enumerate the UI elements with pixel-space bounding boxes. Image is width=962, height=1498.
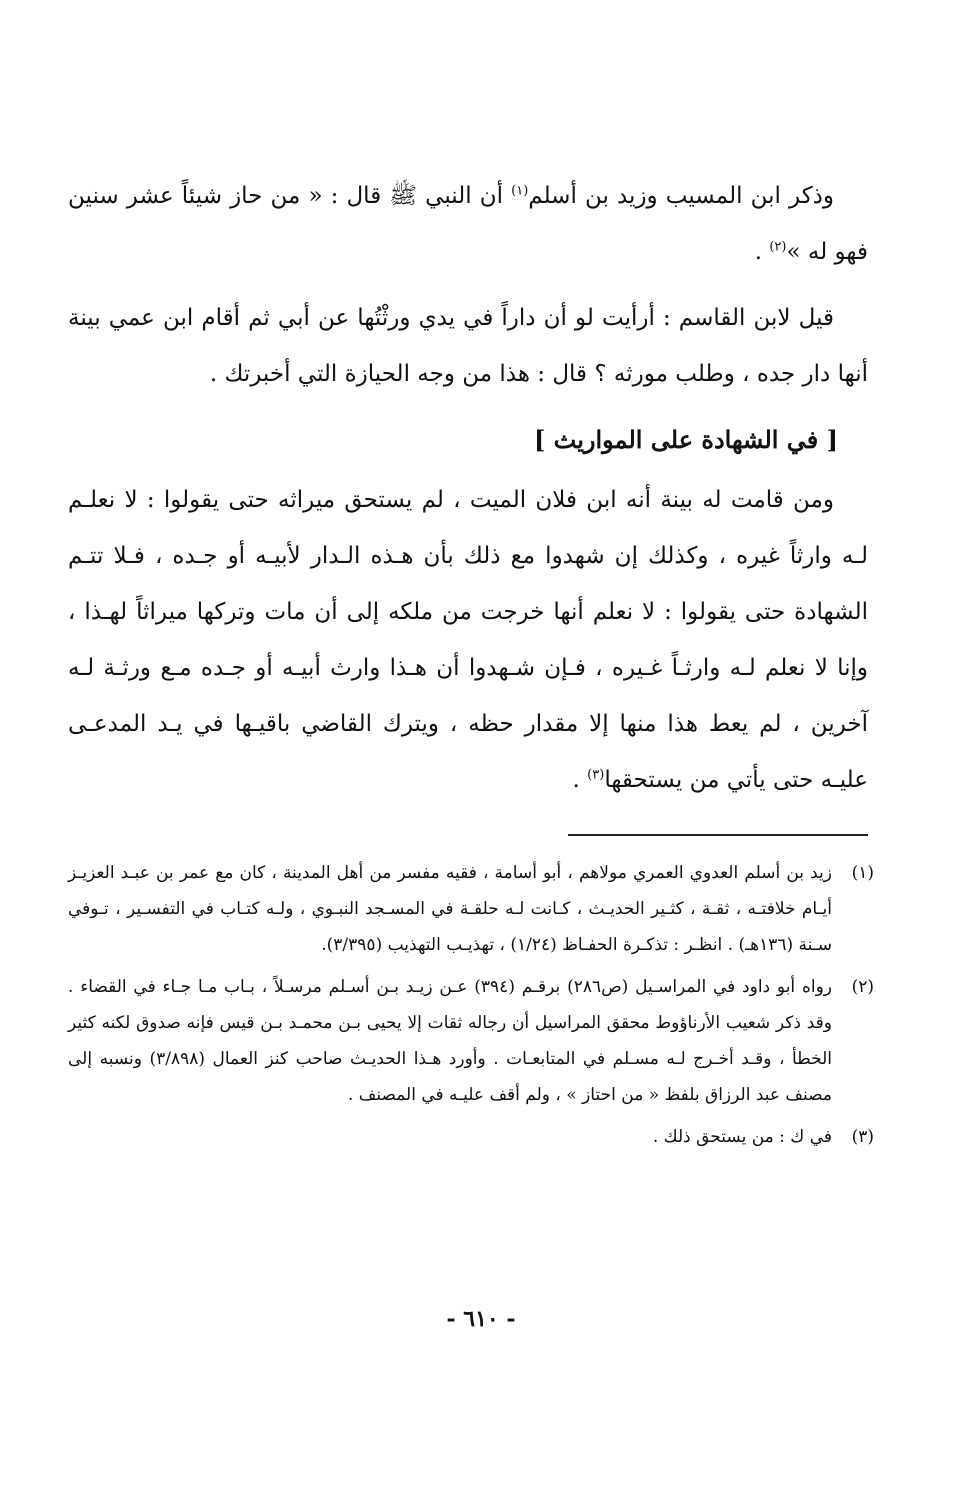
paragraph-1-text-cont: أن النبي ﷺ قال : « من حاز شيئاً عشر سنين فهو له » — [68, 183, 868, 265]
paragraph-2: قيل لابن القاسم : أرأيت لو أن داراً في يدي ورثْتُها عن أبي ثم أقام ابن عمي بينة أنها دار جده ، وطلب مورثه ؟ قال : هذا من وجه الحيازة التي أخبرتك . — [68, 305, 868, 387]
paragraph-3-end: . — [572, 767, 588, 793]
section-heading: [ في الشهادة على المواريث ] — [533, 425, 838, 454]
footnote-ref-3: (٣) — [587, 767, 605, 783]
paragraph-1 — [68, 168, 868, 280]
paragraph-3 — [68, 472, 868, 808]
footnote-1 — [68, 855, 874, 963]
paragraph-1-end: . — [754, 239, 770, 265]
footnote-text: رواه أبو داود في المراسـيل (ص٢٨٦) برقـم (٣٩٤) عـن زيـد بـن أسـلم مرسـلاً ، بـاب مـا جـاء في القضاء . وقد ذكر شعيب الأرناؤوط محقق المراسيل أن رجاله ثقات إلا يحيى بـن محمـد بـن قيس فإنه صدوق لكنه كثير الخطأ ، وقـد أخـرج لـه مسـلم في المتابعـات . وأورد هـذا الحديـث صاحب كنز العمال (٣/٨٩٨) ونسبه إلى مصنف عبد الرزاق بلفظ « من احتاز » ، ولم أقف عليـه في المصنف . — [68, 977, 833, 1105]
footnote-text: زيد بن أسلم العدوي العمري مولاهم ، أبو أسامة ، فقيه مفسر من أهل المدينة ، كان مع عمر بن عبـد العزيـز أيـام خلافتـه ، ثقـة ، كثـير الحديـث ، كـانت لـه حلقـة في المسـجد النبـوي ، ولـه كتـاب في التفسـير ، تـوفي سـنة (١٣٦هـ) . انظـر : تذكـرة الحفـاظ (١/٢٤) ، تهذيـب التهذيب (٣/٣٩٥). — [68, 863, 832, 955]
footnote-3 — [68, 1119, 874, 1155]
paragraph-3-text: ومن قامت له بينة أنه ابن فلان الميت ، لم يستحق ميراثه حتى يقولوا : لا نعلـم لـه وارثاً غيره ، وكذلك إن شهدوا مع ذلك بأن هـذه الـدار لأبيـه أو جـده ، فـلا تتـم الشهادة حتى يقولوا : لا نعلم أنها خرجت من ملكه إلى أن مات وتركها ميراثاً لهـذا ، وإنا لا نعلم لـه وارثـاً غـيره ، فـإن شـهدوا أن هـذا وارث أبيـه أو جـده مـع ورثـة لـه آخرين ، لم يعط هذا منها إلا مقدار حظه ، ويترك القاضي باقيـها في يـد المدعـى عليـه حتى يأتي من يستحقها — [68, 487, 869, 793]
footnote-ref-1: (١) — [511, 183, 529, 199]
footnotes — [68, 855, 874, 1161]
footnote-number: (٣) — [851, 1127, 874, 1147]
footnote-number: (٢) — [851, 977, 874, 997]
page-number: - ٦١٠ - — [446, 1306, 516, 1332]
footnote-2 — [68, 969, 874, 1113]
footnote-divider — [568, 834, 868, 836]
footnote-ref-2: (٢) — [769, 239, 787, 255]
footnote-number: (١) — [851, 863, 874, 883]
paragraph-1-text: وذكر ابن المسيب وزيد بن أسلم — [528, 183, 834, 209]
footnote-text: في ك : من يستحق ذلك . — [652, 1127, 832, 1147]
main-text — [68, 168, 868, 818]
